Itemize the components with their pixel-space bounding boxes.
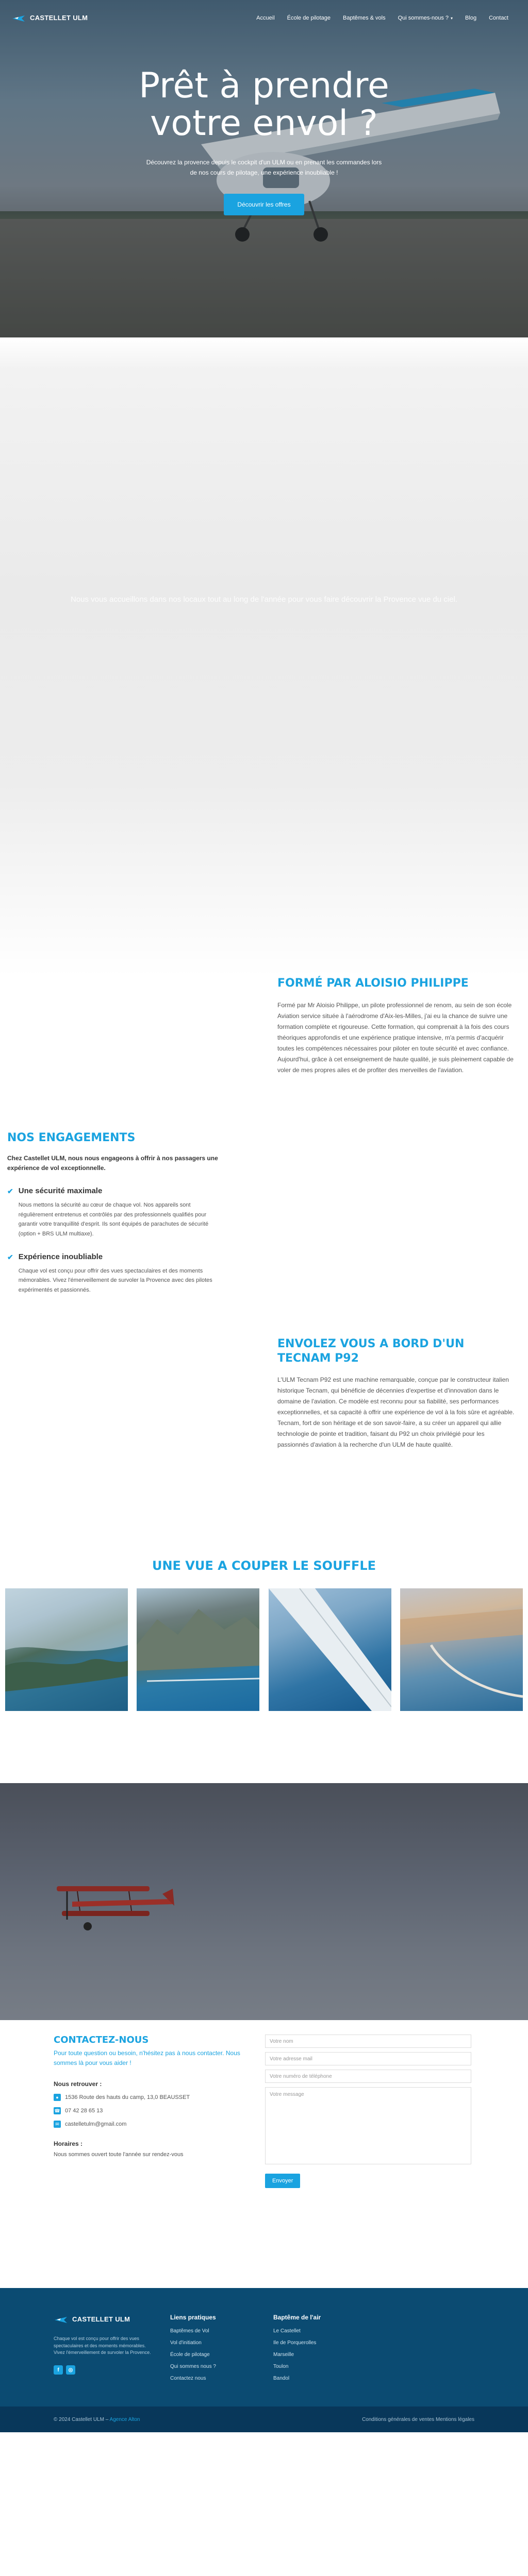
feature-text: Chaque vol est conçu pour offrir des vues spectaculaires et des moments mémorables. Vivez l'émerveillement de survoler la Provence avec des pilotes expérimentés et passionnés. bbox=[18, 1267, 212, 1293]
nav-accueil[interactable]: Accueil bbox=[256, 15, 275, 21]
mail-icon: ✉ bbox=[54, 2121, 61, 2128]
footer-link[interactable]: Qui sommes nous ? bbox=[170, 2364, 216, 2369]
about-text: Formé par Mr Aloisio Philippe, un pilote professionnel de renom, au sein de son école Aviation service située à l'aérodrome d'Aix-les-Milles, j'ai eu la chance de suivre une formation complète et rigoureuse. Cette formation, qui comprenait à la fois des cours théoriques approfondis et une expérience pratique intensive, m'a permis d'acquérir toutes les compétences nécessaires pour piloter en toute sécurité et avec confiance. Aujourd'hui, grâce à cet enseignement de haute qualité, je suis pleinement capable de voler de mes propres ailes et de profiter des merveilles de l'aviation. bbox=[277, 1001, 514, 1074]
contact-form bbox=[265, 2035, 471, 2188]
footer-link[interactable]: Baptêmes de Vol bbox=[170, 2328, 209, 2334]
contact-intro: Pour toute question ou besoin, n'hésitez pas à nous contacter. Nous sommes là pour vous aider ! bbox=[54, 2049, 240, 2067]
gallery-photo-wing[interactable] bbox=[269, 1588, 391, 1711]
phone-row[interactable] bbox=[54, 2107, 250, 2114]
footer-logo-text: CASTELLET ULM bbox=[72, 2315, 130, 2324]
nav-ecole-pilotage[interactable]: École de pilotage bbox=[287, 15, 331, 21]
instagram-icon[interactable]: ◎ bbox=[66, 2365, 75, 2375]
email-input[interactable]: Votre adresse mail bbox=[265, 2052, 471, 2065]
tecnam-text: L'ULM Tecnam P92 est une machine remarquable, conçue par le constructeur italien historique Tecnam, qui bénéficie de décennies d'expertise et d'innovation dans le domaine de l'aviation. Ce modèle est reconnu pour sa fiabilité, ses performances exceptionnelles, et sa capacité à offrir une expérience de vol à la fois sûre et agréable. Tecnam, fort de son héritage et de son savoir-faire, a su créer un appareil qui allie technologie de pointe et tradition, faisant du P92 un choix privilégié pour les passionnés d'aviation à la recherche d'un ULM de haute qualité. bbox=[277, 1376, 515, 1448]
hours-text: Nous sommes ouvert toute l'année sur rendez-vous bbox=[54, 2151, 184, 2158]
coast-illustration bbox=[5, 1588, 128, 1711]
nav-contact[interactable]: Contact bbox=[489, 15, 508, 21]
plane-logo-icon bbox=[11, 12, 26, 24]
feature-experience bbox=[7, 1252, 224, 1295]
engagements-title: NOS ENGAGEMENTS bbox=[7, 1131, 136, 1144]
footer-col-title: Liens pratiques bbox=[170, 2314, 216, 2321]
copyright: © 2024 Castellet ULM – Agence Alton bbox=[54, 2416, 140, 2422]
footer-col-title: Baptême de l'air bbox=[273, 2314, 321, 2321]
footer-social bbox=[54, 2365, 75, 2375]
gallery-photo-calanques[interactable] bbox=[137, 1588, 259, 1711]
map-pin-icon: ● bbox=[54, 2094, 61, 2101]
facebook-icon[interactable]: f bbox=[54, 2365, 63, 2375]
hero-section bbox=[0, 0, 528, 337]
contact-section bbox=[0, 2020, 528, 2288]
phone-text[interactable]: 07 42 28 65 13 bbox=[65, 2108, 103, 2114]
footer-bottom-bar bbox=[0, 2406, 528, 2432]
calanques-illustration bbox=[137, 1588, 259, 1711]
engagements-section bbox=[0, 1131, 528, 1337]
wing-illustration bbox=[269, 1588, 391, 1711]
biplane-image bbox=[41, 1871, 175, 1938]
feature-title: Expérience inoubliable bbox=[18, 1252, 103, 1261]
message-textarea[interactable]: Votre message bbox=[265, 2087, 471, 2164]
footer-col-bapteme bbox=[273, 2314, 321, 2387]
feature-text: Nous mettons la sécurité au cœur de chaque vol. Nos appareils sont régulièrement entretenus et contrôlés par des professionnels qualifiés pour garantir votre tranquillité d'esprit. Ils sont équipés de parachutes de sécurité (option + BRS ULM multiaxe). bbox=[18, 1201, 209, 1237]
plane-logo-icon bbox=[54, 2314, 68, 2325]
feature-title: Une sécurité maximale bbox=[18, 1186, 103, 1195]
footer-col-links bbox=[170, 2314, 216, 2387]
intro-quote: Nous vous accueillons dans nos locaux tout au long de l'année pour vous faire découvrir la Provence vue du ciel. bbox=[71, 595, 457, 604]
gallery-photo-coast[interactable] bbox=[5, 1588, 128, 1711]
email-row[interactable] bbox=[54, 2121, 250, 2128]
tecnam-section bbox=[0, 1337, 528, 1558]
tecnam-block bbox=[277, 1337, 515, 1450]
address-text: 1536 Route des hauts du camp, 13,0 BEAUSSET bbox=[65, 2094, 190, 2101]
email-text[interactable]: castelletulm@gmail.com bbox=[65, 2121, 127, 2128]
intro-image-section bbox=[0, 337, 528, 976]
send-button[interactable]: Envoyer bbox=[265, 2174, 300, 2188]
engagements-block bbox=[7, 1131, 224, 1295]
footer-link[interactable]: Contactez nous bbox=[170, 2376, 206, 2381]
footer-link[interactable]: Ile de Porquerolles bbox=[273, 2340, 317, 2346]
chevron-down-icon: ▾ bbox=[451, 15, 453, 21]
name-input[interactable]: Votre nom bbox=[265, 2035, 471, 2048]
contact-title: CONTACTEZ-NOUS bbox=[54, 2035, 149, 2045]
phone-input[interactable]: Votre numéro de téléphone bbox=[265, 2070, 471, 2083]
hero-title: Prêt à prendre votre envol ? bbox=[139, 65, 389, 144]
main-nav bbox=[250, 11, 515, 25]
about-title: FORMÉ PAR ALOISIO PHILIPPE bbox=[277, 977, 469, 990]
gallery-grid bbox=[5, 1588, 523, 1711]
gallery-section bbox=[0, 1558, 528, 1711]
logo-text: CASTELLET ULM bbox=[30, 14, 88, 22]
footer-link[interactable]: École de pilotage bbox=[170, 2352, 210, 2358]
contact-info bbox=[54, 2035, 250, 2158]
footer-link[interactable]: Le Castellet bbox=[273, 2328, 301, 2334]
about-block bbox=[277, 976, 515, 1076]
footer-link[interactable]: Bandol bbox=[273, 2376, 290, 2381]
check-icon: ✔ bbox=[7, 1252, 13, 1261]
logo[interactable] bbox=[11, 12, 88, 24]
biplane-image-section bbox=[0, 1783, 528, 2020]
discover-offers-button[interactable]: Découvrir les offres bbox=[224, 194, 304, 215]
footer-link[interactable]: Vol d'initiation bbox=[170, 2340, 202, 2346]
nav-qui-sommes-nous[interactable]: Qui sommes-nous ? ▾ bbox=[398, 15, 453, 21]
site-footer bbox=[0, 2288, 528, 2406]
hero-subtitle: Découvrez la provence depuis le cockpit d'un ULM ou en prenant les commandes lors de nos cours de pilotage, une expérience inoubliable ! bbox=[146, 158, 382, 177]
phone-icon: ☎ bbox=[54, 2107, 61, 2114]
about-section bbox=[0, 976, 528, 1131]
engagements-intro: Chez Castellet ULM, nous nous engageons à offrir à nos passagers une expérience de vol exceptionnelle. bbox=[7, 1154, 218, 1172]
legal-links[interactable]: Conditions générales de ventes Mentions légales bbox=[362, 2416, 474, 2422]
address-row bbox=[54, 2094, 250, 2101]
nav-baptemes-vols[interactable]: Baptêmes & vols bbox=[343, 15, 386, 21]
footer-link[interactable]: Marseille bbox=[273, 2352, 294, 2358]
check-icon: ✔ bbox=[7, 1187, 13, 1195]
gallery-photo-harbor[interactable] bbox=[400, 1588, 523, 1711]
site-header bbox=[0, 0, 528, 36]
harbor-illustration bbox=[400, 1588, 523, 1711]
nav-blog[interactable]: Blog bbox=[465, 15, 477, 21]
feature-safety bbox=[7, 1187, 224, 1239]
footer-link[interactable]: Toulon bbox=[273, 2364, 289, 2369]
credit-link[interactable]: Agence Alton bbox=[109, 2416, 140, 2422]
find-us-label: Nous retrouver : bbox=[54, 2080, 102, 2088]
gallery-title: UNE VUE A COUPER LE SOUFFLE bbox=[152, 1558, 376, 1573]
footer-description: Chaque vol est conçu pour offrir des vues spectaculaires et des moments mémorables. Vivez l'émerveillement de survoler la Provence. bbox=[54, 2336, 151, 2355]
tecnam-title: ENVOLEZ VOUS A BORD D'UN TECNAM P92 bbox=[277, 1337, 465, 1365]
hours-label: Horaires : bbox=[54, 2140, 83, 2148]
hero-content bbox=[0, 67, 528, 215]
footer-logo[interactable] bbox=[54, 2314, 130, 2325]
